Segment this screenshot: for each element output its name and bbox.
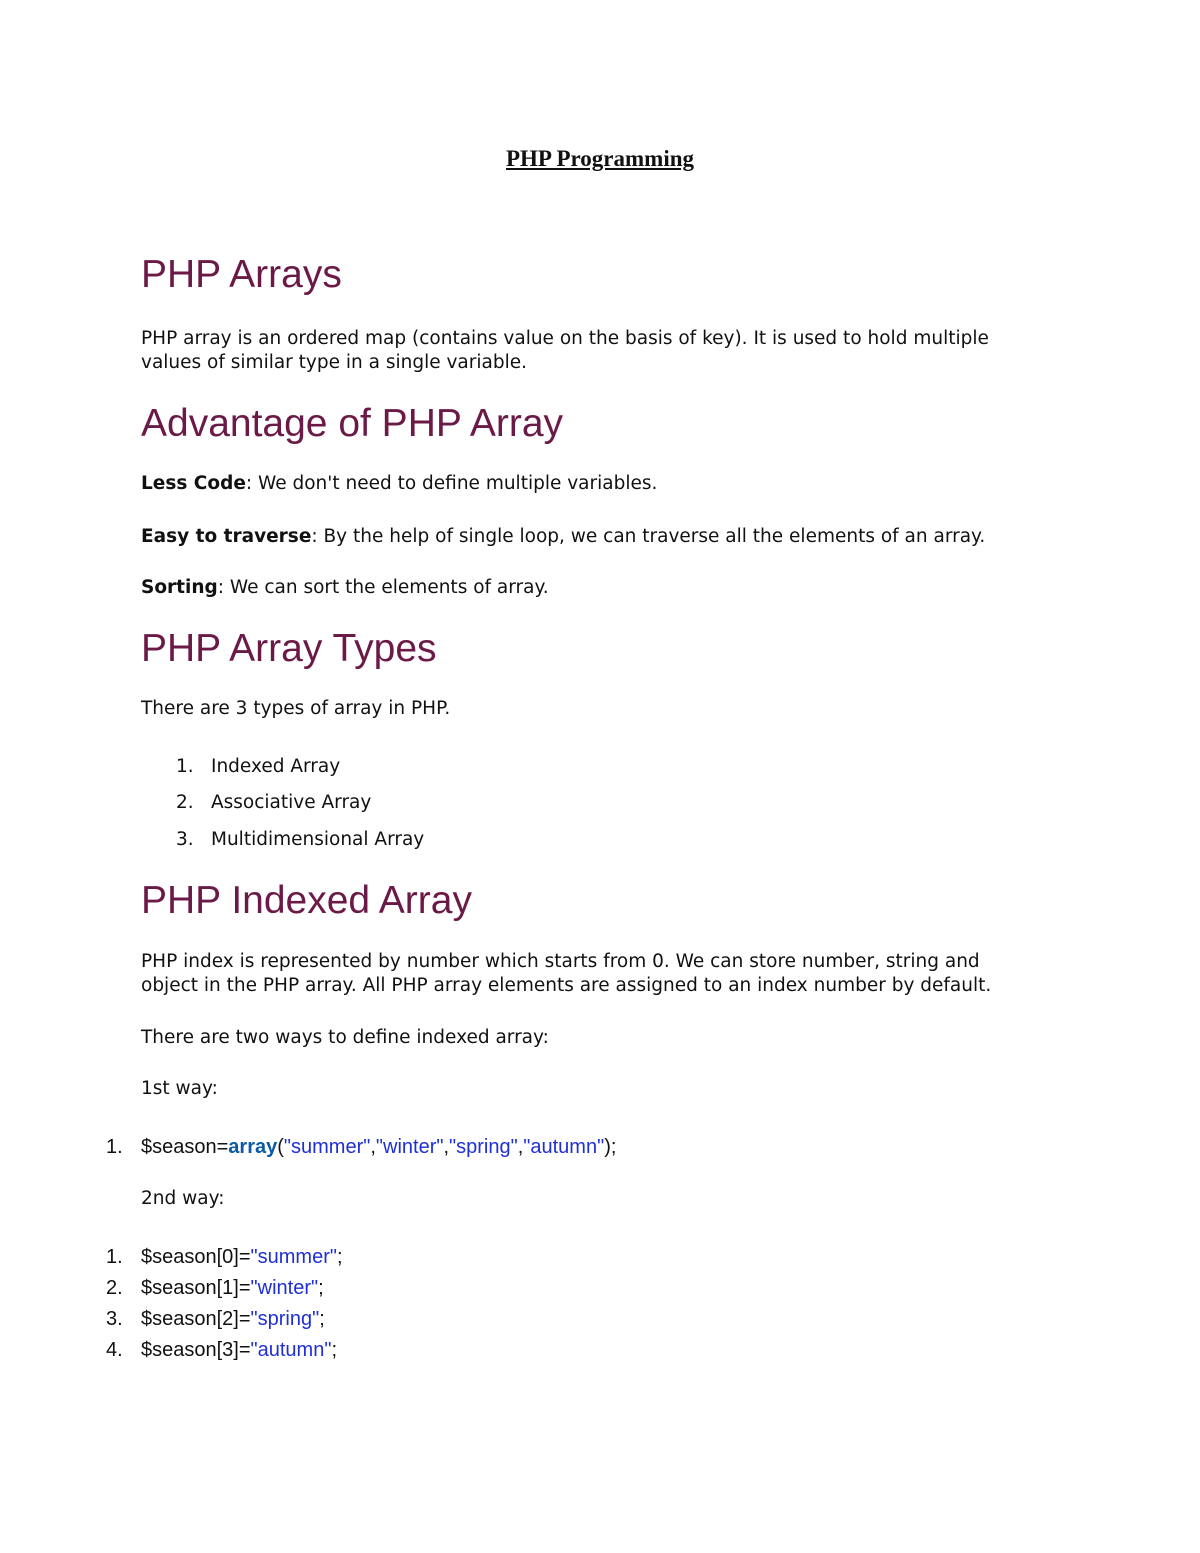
array-types-intro: There are 3 types of array in PHP. xyxy=(141,698,451,719)
code-line-number: 4. xyxy=(106,1339,123,1361)
second-way-label: 2nd way: xyxy=(141,1188,225,1209)
indexed-paragraph-line-1: PHP index is represented by number which starts from 0. We can store number, string and xyxy=(141,951,980,972)
code-punct: ; xyxy=(331,1339,338,1361)
heading-indexed-array: PHP Indexed Array xyxy=(141,879,472,922)
advantage-item xyxy=(141,576,549,600)
advantage-term: Easy to traverse xyxy=(141,526,312,547)
code-variable: $season= xyxy=(141,1136,229,1158)
code-line-first-way xyxy=(141,1135,616,1159)
document-title: PHP Programming xyxy=(505,146,695,171)
heading-php-arrays: PHP Arrays xyxy=(141,253,342,296)
code-keyword: array xyxy=(228,1136,278,1158)
code-string: "winter" xyxy=(375,1136,444,1158)
code-string: "spring" xyxy=(250,1308,320,1330)
code-punct: ; xyxy=(336,1246,343,1268)
code-lhs: $season[3]= xyxy=(141,1339,251,1361)
code-line-second-way xyxy=(141,1276,324,1300)
code-line-second-way xyxy=(141,1338,337,1362)
first-way-label: 1st way: xyxy=(141,1078,218,1099)
code-punct: , xyxy=(517,1136,524,1158)
code-line-number: 3. xyxy=(106,1308,123,1330)
indexed-paragraph-line-2: object in the PHP array. All PHP array elements are assigned to an index number by default. xyxy=(141,975,992,996)
code-line-second-way xyxy=(141,1245,343,1269)
code-lhs: $season[0]= xyxy=(141,1246,251,1268)
code-string: "autumn" xyxy=(523,1136,605,1158)
arrays-paragraph-line-2: values of similar type in a single variable. xyxy=(141,352,527,373)
code-punct: ; xyxy=(318,1277,324,1299)
heading-advantage: Advantage of PHP Array xyxy=(141,402,564,445)
ways-intro: There are two ways to define indexed array: xyxy=(141,1027,549,1048)
advantage-item xyxy=(141,525,985,549)
code-string: "winter" xyxy=(250,1277,319,1299)
list-number: 2. xyxy=(176,792,194,813)
code-lhs: $season[1]= xyxy=(141,1277,251,1299)
heading-array-types: PHP Array Types xyxy=(141,627,437,670)
code-lhs: $season[2]= xyxy=(141,1308,251,1330)
code-punct: ); xyxy=(604,1136,617,1158)
advantage-text: : We can sort the elements of array. xyxy=(217,577,549,598)
code-punct: , xyxy=(370,1136,376,1158)
code-string: "summer" xyxy=(283,1136,371,1158)
advantage-term: Sorting xyxy=(141,577,218,598)
list-number: 1. xyxy=(176,756,194,777)
code-string: "summer" xyxy=(250,1246,337,1268)
list-item-multidimensional: Multidimensional Array xyxy=(211,829,425,850)
code-string: "autumn" xyxy=(250,1339,332,1361)
code-string: "spring" xyxy=(449,1136,518,1158)
list-number: 3. xyxy=(176,829,194,850)
advantage-text: : We don't need to define multiple variables. xyxy=(245,473,658,494)
code-line-number: 1. xyxy=(106,1246,123,1268)
code-punct: ; xyxy=(319,1308,325,1330)
advantage-term: Less Code xyxy=(141,473,246,494)
code-line-second-way xyxy=(141,1307,325,1331)
code-line-number: 2. xyxy=(106,1277,123,1299)
advantage-item xyxy=(141,472,657,496)
code-punct: ( xyxy=(277,1136,284,1158)
code-punct: , xyxy=(443,1136,450,1158)
list-item-indexed: Indexed Array xyxy=(211,756,341,777)
advantage-text: : By the help of single loop, we can traverse all the elements of an array. xyxy=(311,526,986,547)
code-line-number: 1. xyxy=(106,1136,123,1158)
list-item-associative: Associative Array xyxy=(211,792,372,813)
arrays-paragraph-line-1: PHP array is an ordered map (contains value on the basis of key). It is used to hold multiple xyxy=(141,328,989,349)
